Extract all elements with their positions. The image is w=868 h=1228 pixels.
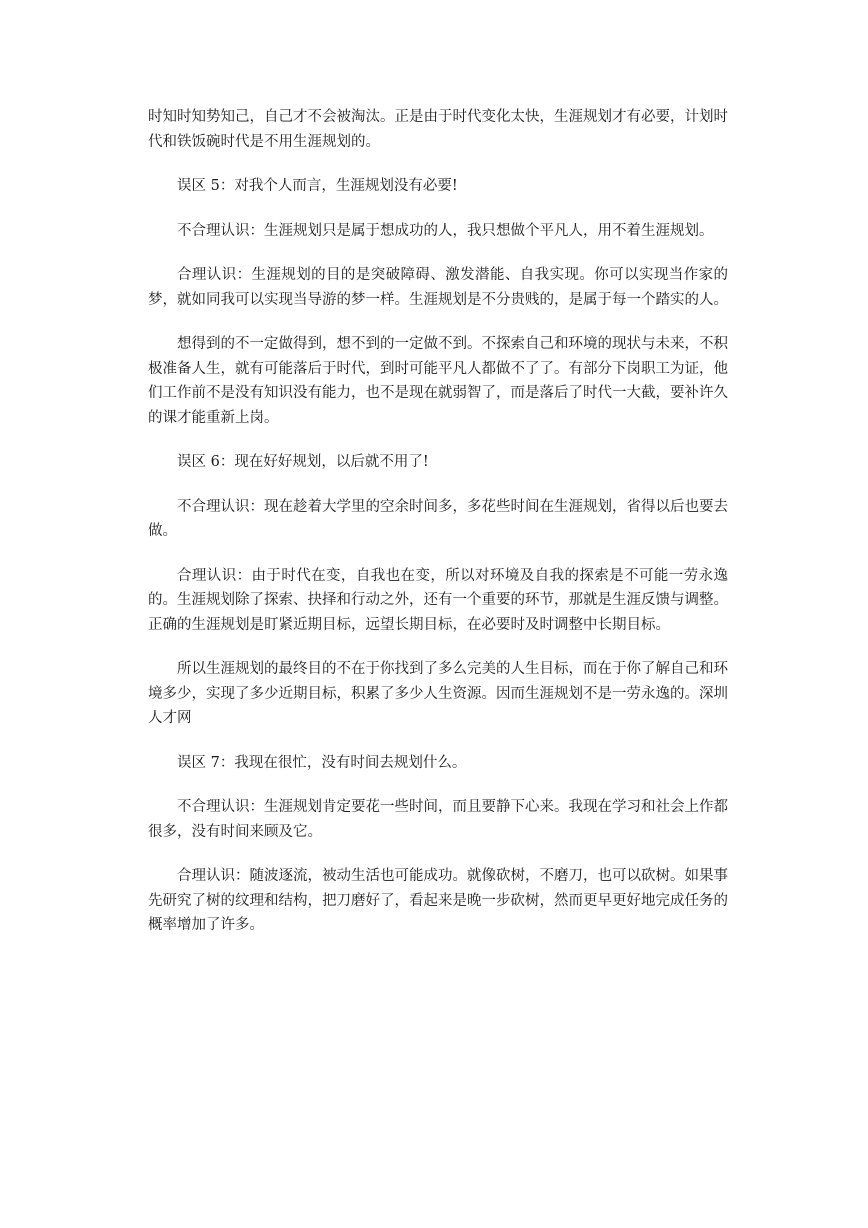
paragraph-myth-7-reasonable: 合理认识：随波逐流，被动生活也可能成功。就像砍树，不磨刀，也可以砍树。如果事先研究了树的纹理和结构，把刀磨好了，看起来是晚一步砍树，然而更早更好地完成任务的概率增加了许多。 (148, 868, 728, 933)
paragraph-myth-7-unreasonable: 不合理认识：生涯规划肯定要花一些时间，而且要静下心来。我现在学习和社会上作都很多，没有时间来顾及它。 (148, 799, 728, 840)
paragraph-1: 时知时知势知己，自己才不会被淘汰。正是由于时代变化太快，生涯规划才有必要，计划时代和铁饭碗时代是不用生涯规划的。 (148, 109, 728, 150)
paragraph-myth-6-reasonable: 合理认识：由于时代在变，自我也在变，所以对环境及自我的探索是不可能一劳永逸的。生涯规划除了探索、抉择和行动之外，还有一个重要的环节，那就是生涯反馈与调整。正确的生涯规划是盯紧近期目标，远望长期目标，在必要时及时调整中长期目标。 (148, 567, 728, 633)
paragraph-myth-6-conclusion: 所以生涯规划的最终目的不在于你找到了多么完美的人生目标，而在于你了解自己和环境多少，实现了多少近期目标，积累了多少人生资源。因而生涯规划不是一劳永逸的。深圳人才网 (148, 661, 728, 726)
paragraph-myth-6-unreasonable: 不合理认识：现在趁着大学里的空余时间多，多花些时间在生涯规划，省得以后也要去做。 (148, 498, 728, 539)
paragraph-myth-5-reasonable: 合理认识：生涯规划的目的是突破障碍、激发潜能、自我实现。你可以实现当作家的梦，就如同我可以实现当导游的梦一样。生涯规划是不分贵贱的，是属于每一个踏实的人。 (148, 267, 728, 308)
paragraph-myth-7-heading: 误区 7：我现在很忙，没有时间去规划什么。 (177, 754, 467, 771)
paragraph-myth-5-explanation: 想得到的不一定做得到，想不到的一定做不到。不探索自己和环境的现状与未来，不积极准备人生，就有可能落后于时代，到时可能平凡人都做不了了。有部分下岗职工为证，他们工作前不是没有知识没有能力，也不是现在就弱智了，而是落后了时代一大截，要补许久的课才能重新上岗。 (148, 336, 728, 426)
paragraph-myth-5-heading: 误区 5：对我个人而言，生涯规划没有必要! (177, 178, 458, 194)
paragraph-myth-6-heading: 误区 6：现在好好规划，以后就不用了! (177, 454, 429, 470)
document-body (148, 105, 728, 958)
paragraph-myth-5-unreasonable: 不合理认识：生涯规划只是属于想成功的人，我只想做个平凡人，用不着生涯规划。 (177, 222, 714, 239)
